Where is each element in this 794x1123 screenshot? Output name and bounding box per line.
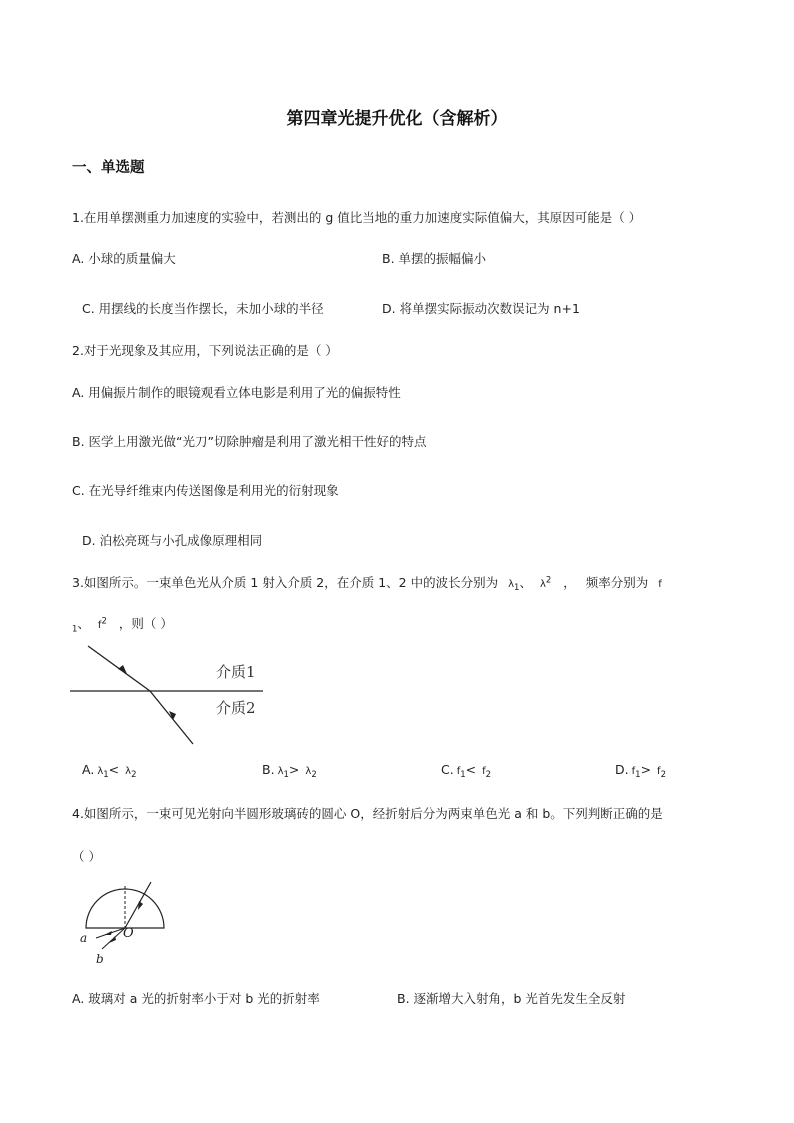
q3-option-a: A. $\lambda_1< \lambda_2$ [82, 762, 137, 780]
q3-sep: 、 [519, 575, 532, 590]
q4-stem-line2: （ ） [72, 849, 101, 864]
q4-label-b: b [96, 952, 104, 966]
q3-stem-text: 3.如图所示。一束单色光从介质 1 射入介质 2，在介质 1、2 中的波长分别为 [72, 575, 499, 590]
q3-f1-letter: f [658, 579, 662, 590]
q3-f2: $f^2$ [97, 616, 107, 631]
q3-medium2-label: 介质2 [216, 699, 256, 717]
q3-medium1-label: 介质1 [216, 663, 256, 681]
q2-option-a: A. 用偏振片制作的眼镜观看立体电影是利用了光的偏振特性 [72, 385, 401, 400]
q2-option-c: C. 在光导纤维束内传送图像是利用光的衍射现象 [72, 483, 339, 498]
page-title: 第四章光提升优化（含解析） [286, 109, 508, 129]
q3-option-c: C. $f_1< f_2$ [441, 762, 492, 780]
q3-stem [72, 573, 662, 593]
q3-stem-line2 [72, 614, 173, 635]
q3-lambda1: $\lambda_1$ [508, 579, 520, 593]
q1-option-d: D. 将单摆实际振动次数误记为 n+1 [382, 301, 580, 316]
q3-sep2: 、 [77, 616, 90, 631]
q2-option-b: B. 医学上用激光做“光刀”切除肿瘤是利用了激光相干性好的特点 [72, 434, 427, 449]
q3-freq: 频率分别为 [585, 575, 649, 590]
q4-stem: 4.如图所示，一束可见光射向半圆形玻璃砖的圆心 O，经折射后分为两束单色光 a 和 b。下列判断正确的是 [72, 806, 663, 821]
q1-option-a: A. 小球的质量偏大 [72, 251, 176, 266]
q1-option-c: C. 用摆线的长度当作摆长，未加小球的半径 [82, 301, 324, 316]
q3-then: ，则（ ） [118, 616, 173, 631]
q4-option-b: B. 逐渐增大入射角，b 光首先发生全反射 [397, 991, 626, 1006]
q3-comma: ， [563, 575, 576, 590]
q1-option-b: B. 单摆的振幅偏小 [382, 251, 487, 266]
q1-stem: 1.在用单摆测重力加速度的实验中，若测出的 g 值比当地的重力加速度实际值偏大，其原因可能是（ ） [72, 210, 642, 225]
q3-refraction-figure [70, 640, 270, 750]
q3-option-d: D. $f_1> f_2$ [615, 762, 666, 780]
q3-f1-sub: 1 [72, 624, 78, 635]
q3-lambda2: $\lambda^2$ [539, 575, 552, 590]
q4-label-a: a [80, 931, 88, 945]
q4-label-o: O [123, 926, 134, 941]
q2-option-d: D. 泊松亮斑与小孔成像原理相同 [82, 533, 263, 548]
q3-option-b: B. $\lambda_1> \lambda_2$ [262, 762, 317, 780]
q4-option-a: A. 玻璃对 a 光的折射率小于对 b 光的折射率 [72, 991, 320, 1006]
section-heading: 一、单选题 [72, 160, 145, 176]
q2-stem: 2.对于光现象及其应用，下列说法正确的是（ ） [72, 343, 338, 358]
q4-semicircle-figure [76, 874, 176, 974]
